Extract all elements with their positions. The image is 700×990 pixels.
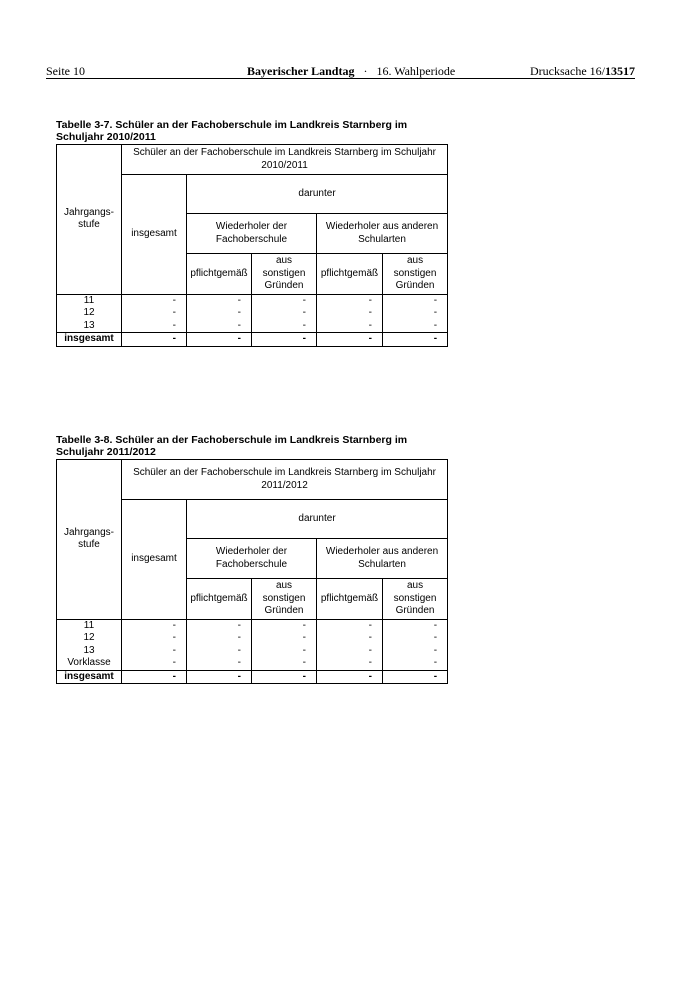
table-block-3-7 (56, 119, 448, 347)
parliament-name: Bayerischer Landtag (247, 64, 355, 78)
row-label: 11 (57, 619, 122, 632)
document-number-value: 13517 (605, 64, 635, 78)
cell-value: - (317, 294, 383, 307)
cell-value: - (317, 632, 383, 645)
total-label: insgesamt (57, 670, 122, 684)
mandatory-header: pflichtgemäß (317, 254, 383, 295)
cell-value: - (252, 294, 317, 307)
row-label: 11 (57, 294, 122, 307)
total-header: insgesamt (122, 500, 187, 620)
total-row (57, 670, 448, 684)
table-row (57, 294, 448, 307)
cell-value: - (187, 645, 252, 658)
cell-value: - (317, 619, 383, 632)
mandatory-header: pflichtgemäß (317, 579, 383, 620)
cell-value: - (187, 320, 252, 333)
cell-total: - (122, 657, 187, 670)
cell-value: - (383, 657, 448, 670)
row-label: 12 (57, 632, 122, 645)
stub-header: Jahrgangs-stufe (57, 460, 122, 620)
cell-value: - (187, 619, 252, 632)
row-label: 13 (57, 645, 122, 658)
page-header (46, 64, 635, 79)
group-header: Schüler an der Fachoberschule im Landkreis Starnberg im Schuljahr 2010/2011 (122, 145, 448, 175)
cell-value: - (383, 632, 448, 645)
repeaters-other-header: Wiederholer aus anderen Schularten (317, 214, 448, 254)
mandatory-header: pflichtgemäß (187, 579, 252, 620)
cell-value: - (383, 320, 448, 333)
darunter-header: darunter (187, 500, 448, 539)
cell-value: - (383, 670, 448, 684)
cell-value: - (383, 619, 448, 632)
repeaters-fos-header: Wiederholer der Fachoberschule (187, 539, 317, 579)
cell-value: - (252, 307, 317, 320)
cell-value: - (317, 320, 383, 333)
cell-value: - (187, 670, 252, 684)
other-reasons-header: aus sonstigen Gründen (252, 254, 317, 295)
total-row (57, 333, 448, 347)
total-label: insgesamt (57, 333, 122, 347)
table-row (57, 320, 448, 333)
row-label: 13 (57, 320, 122, 333)
cell-total: - (122, 619, 187, 632)
row-label: Vorklasse (57, 657, 122, 670)
cell-value: - (317, 645, 383, 658)
electoral-period: 16. Wahlperiode (376, 64, 456, 78)
cell-value: - (383, 333, 448, 347)
data-table (56, 459, 448, 684)
repeaters-fos-header: Wiederholer der Fachoberschule (187, 214, 317, 254)
table-row (57, 632, 448, 645)
cell-total: - (122, 307, 187, 320)
cell-total: - (122, 632, 187, 645)
cell-value: - (383, 307, 448, 320)
total-header: insgesamt (122, 175, 187, 295)
cell-value: - (187, 657, 252, 670)
cell-total: - (122, 670, 187, 684)
cell-value: - (252, 320, 317, 333)
stub-header: Jahrgangs-stufe (57, 145, 122, 295)
cell-total: - (122, 333, 187, 347)
cell-value: - (252, 333, 317, 347)
header-center (247, 64, 455, 79)
table-block-3-8 (56, 434, 448, 684)
cell-value: - (383, 645, 448, 658)
cell-value: - (252, 670, 317, 684)
cell-value: - (252, 619, 317, 632)
cell-value: - (252, 657, 317, 670)
cell-value: - (252, 645, 317, 658)
cell-value: - (317, 670, 383, 684)
cell-value: - (187, 632, 252, 645)
darunter-header: darunter (187, 175, 448, 214)
document-number (530, 64, 635, 79)
table-caption: Tabelle 3-8. Schüler an der Fachoberschule im Landkreis Starnberg im Schuljahr 2011/2012 (56, 434, 408, 458)
cell-value: - (187, 333, 252, 347)
table-row (57, 657, 448, 670)
repeaters-other-header: Wiederholer aus anderen Schularten (317, 539, 448, 579)
cell-value: - (317, 657, 383, 670)
cell-total: - (122, 645, 187, 658)
other-reasons-header: aus sonstigen Gründen (383, 254, 448, 295)
cell-value: - (317, 333, 383, 347)
table-row (57, 645, 448, 658)
row-label: 12 (57, 307, 122, 320)
cell-value: - (187, 294, 252, 307)
table-row (57, 619, 448, 632)
other-reasons-header: aus sonstigen Gründen (383, 579, 448, 620)
table-caption: Tabelle 3-7. Schüler an der Fachoberschule im Landkreis Starnberg im Schuljahr 2010/2011 (56, 119, 408, 143)
cell-value: - (317, 307, 383, 320)
cell-total: - (122, 294, 187, 307)
other-reasons-header: aus sonstigen Gründen (252, 579, 317, 620)
table-row (57, 307, 448, 320)
cell-value: - (383, 294, 448, 307)
data-table (56, 144, 448, 347)
header-separator: · (363, 64, 368, 78)
cell-value: - (252, 632, 317, 645)
cell-total: - (122, 320, 187, 333)
group-header: Schüler an der Fachoberschule im Landkreis Starnberg im Schuljahr 2011/2012 (122, 460, 448, 500)
document-prefix: Drucksache 16/ (530, 64, 605, 78)
mandatory-header: pflichtgemäß (187, 254, 252, 295)
page-number: Seite 10 (46, 64, 85, 78)
cell-value: - (187, 307, 252, 320)
